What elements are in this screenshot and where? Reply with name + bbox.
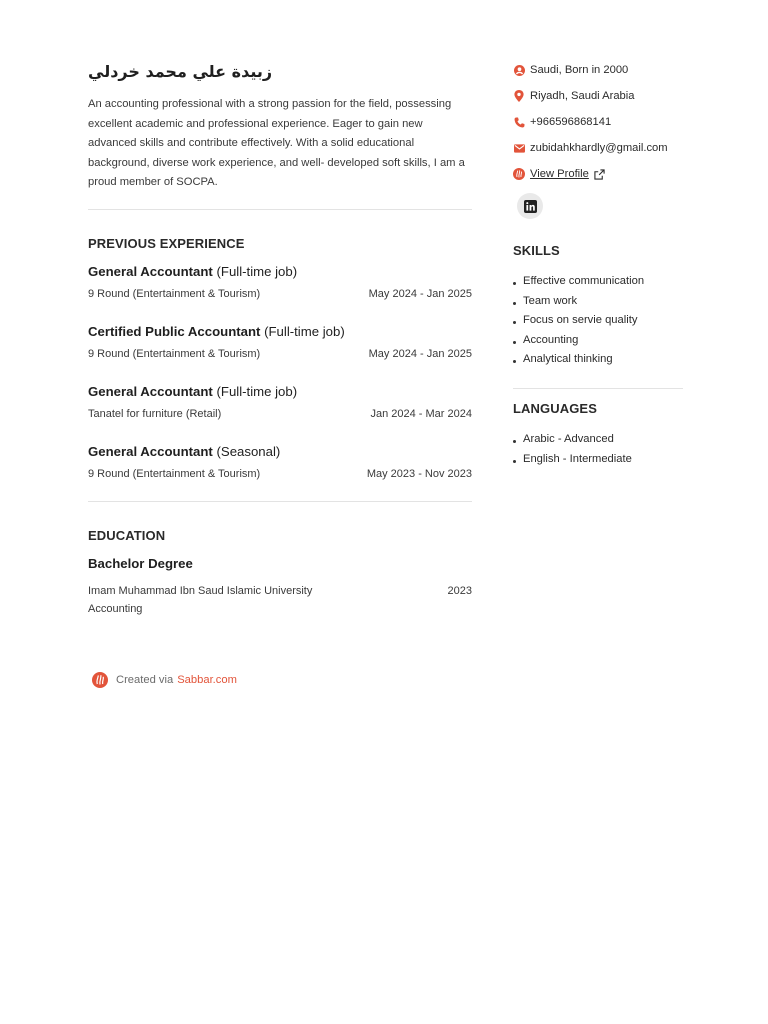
list-item: Accounting [513, 334, 683, 354]
contact-phone [513, 109, 683, 135]
skills-list [513, 275, 683, 373]
job-type: (Seasonal) [216, 443, 281, 459]
graduation-year: 2023 [447, 584, 472, 597]
education-item [88, 556, 472, 618]
skills-section-title: SKILLS [513, 243, 560, 258]
experience-item [88, 384, 472, 444]
job-dates: Jan 2024 - Mar 2024 [370, 407, 472, 420]
job-dates: May 2024 - Jan 2025 [368, 347, 472, 360]
languages-list [513, 433, 683, 472]
nationality-text: Saudi, Born in 2000 [530, 64, 629, 76]
divider [88, 501, 472, 502]
list-item: Team work [513, 295, 683, 315]
profile-summary: An accounting professional with a strong passion for the field, possessing excellent academic and professional experience. Eager to gain new advanced skills and contribute effectively. With a solid educational background, diverse work experience, and well- developed soft skills, I am a proud member of SOCPA. [88, 98, 465, 188]
list-item: Arabic - Advanced [513, 433, 683, 453]
job-title [88, 444, 472, 459]
education-section-title: EDUCATION [88, 527, 166, 543]
job-meta [88, 288, 472, 300]
footer-brand-link[interactable]: Sabbar.com [177, 674, 237, 686]
school-name: Imam Muhammad Ibn Saud Islamic University [88, 584, 313, 597]
job-dates: May 2024 - Jan 2025 [368, 287, 472, 300]
contact-profile [513, 161, 683, 187]
contact-location [513, 83, 683, 109]
contact-email [513, 135, 683, 161]
job-title [88, 384, 472, 399]
experience-list [88, 264, 472, 484]
job-company: 9 Round (Entertainment & Tourism) [88, 347, 261, 360]
divider [513, 388, 683, 389]
job-role: Certified Public Accountant [88, 323, 261, 339]
email-text[interactable]: zubidahkhardly@gmail.com [530, 142, 668, 154]
location-text: Riyadh, Saudi Arabia [530, 90, 635, 102]
view-profile-link[interactable]: View Profile [530, 168, 589, 180]
list-item: Analytical thinking [513, 353, 683, 373]
job-title [88, 264, 472, 279]
job-meta [88, 348, 472, 360]
education-meta [88, 582, 472, 618]
job-meta [88, 468, 472, 480]
job-meta [88, 408, 472, 420]
experience-section-title: PREVIOUS EXPERIENCE [88, 235, 245, 251]
contact-nationality [513, 57, 683, 83]
footer-prefix: Created via [116, 674, 174, 686]
external-link-icon[interactable] [594, 169, 605, 180]
experience-item [88, 324, 472, 384]
main-column [88, 58, 472, 618]
job-company: 9 Round (Entertainment & Tourism) [88, 287, 261, 300]
user-circle-icon [513, 64, 525, 76]
job-company: Tanatel for furniture (Retail) [88, 407, 222, 420]
linkedin-icon [524, 200, 537, 213]
footer [92, 672, 237, 688]
degree-title: Bachelor Degree [88, 555, 193, 571]
education-details [88, 582, 312, 618]
field-of-study: Accounting [88, 602, 143, 615]
job-dates: May 2023 - Nov 2023 [366, 467, 472, 480]
linkedin-button[interactable] [517, 193, 543, 219]
job-role: General Accountant [88, 263, 213, 279]
sabbar-logo-icon [92, 672, 108, 688]
job-role: General Accountant [88, 443, 213, 459]
job-type: (Full-time job) [264, 323, 345, 339]
experience-item [88, 444, 472, 484]
divider [88, 209, 472, 210]
phone-icon [513, 116, 525, 128]
languages-section-title: LANGUAGES [513, 400, 597, 416]
list-item: Effective communication [513, 275, 683, 295]
candidate-name: زبيدة علي محمد خردلي [88, 62, 273, 81]
job-company: 9 Round (Entertainment & Tourism) [88, 467, 261, 480]
side-column [513, 58, 683, 472]
job-type: (Full-time job) [216, 263, 298, 279]
job-type: (Full-time job) [216, 383, 298, 399]
job-role: General Accountant [88, 383, 213, 399]
experience-item [88, 264, 472, 324]
list-item: Focus on servie quality [513, 314, 683, 334]
envelope-icon [513, 142, 525, 154]
sabbar-logo-icon [513, 168, 525, 180]
phone-text[interactable]: +966596868141 [530, 116, 612, 128]
map-pin-icon [513, 90, 525, 102]
list-item: English - Intermediate [513, 453, 683, 473]
job-title [88, 324, 472, 339]
